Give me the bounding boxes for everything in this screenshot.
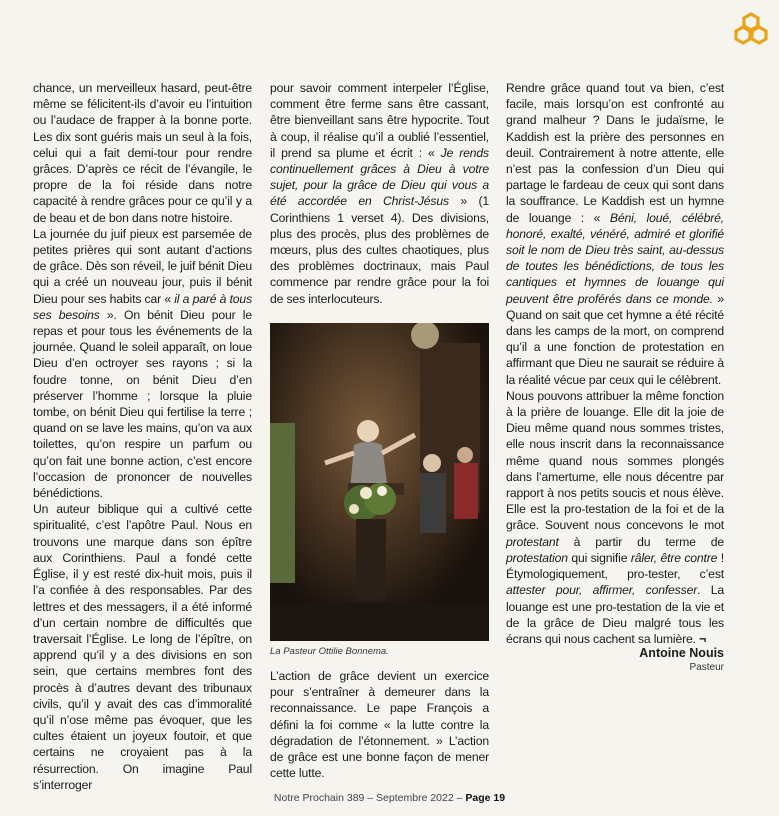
kaddish-quote: Béni, loué, célébré, honoré, exalté, vénéré, admiré et glorifié soit le nom de Dieu très saint, au-dessus de toutes les bénédictions, de tous les cantiques et hymnes de louange qui peuvent être proférés dans ce monde. <box>506 210 724 306</box>
bible-quote: Je rends continuellement grâces à Dieu à votre sujet, pour la grâce de Dieu qui vous a été accordée en Christ-Jésus <box>270 145 489 209</box>
end-mark-icon: ¬ <box>699 631 707 646</box>
page-footer <box>0 792 779 804</box>
paragraph: Rendre grâce quand tout va bien, c’est facile, mais lorsqu’on est confronté au grand malheur ? Dans le judaïsme, le Kaddish est la prière des personnes en deuil. Contrairement à notre attente, elle n’est pas la confession d’un Dieu qui partage le fardeau de ceux qui sont dans la souffrance. Le Kaddish est un hymne de louange : « Béni, loué, célébré, honoré, exalté, vénéré, admiré et glorifié soit le nom de Dieu très saint, au-dessus de toutes les bénédictions, de tous les cantiques et hymnes de louange qui peuvent être proférés dans ce monde. » Quand on sait que cet hymne a été récité dans les camps de la mort, on comprend qu’il a une fonction de protestation en affirmant que Dieu ne saurait se réduire à la réalité vécue par ceux qui le célèbrent. <box>506 81 724 387</box>
column-2 <box>270 80 489 307</box>
paragraph: La journée du juif pieux est parsemée de petites prières qui sont autant d’actions de grâce. Dès son réveil, le juif bénit Dieu qui a créé un nouveau jour, puis il bénit Dieu pour ses habits car « il a paré à tous ses besoins ». On bénit Dieu pour le repas et pour tous les événements de la journée. Quand le soleil apparaît, on loue Dieu d’en octroyer ses rayons ; si la foudre tonne, on bénit Dieu d’en préserver l’homme ; lorsque la pluie tombe, on bénit Dieu qui fertilise la terre ; quand on se lave les mains, qu’on va aux toilettes, qu’on respire un parfum ou qu’on fait une bonne action, c’est encore l’occasion de prononcer de nouvelles bénédictions. <box>33 226 253 501</box>
photo-pastor-preaching <box>270 323 489 641</box>
page-number: Page 19 <box>465 792 506 804</box>
paragraph: Nous pouvons attribuer la même fonction à la prière de louange. Elle dit la joie de Dieu même quand nous sommes tristes, elle nous inscrit dans la reconnaissance même quand nous sommes plongés dans l’amertume, elle nous décentre par rapport à nos petits soucis et nous élève. Elle est la pro-testation de la foi et de la grâce. Souvent nous concevons le mot protestant à partir du terme de protestation qui signifie râler, être contre ! Étymologiquement, pro-tester, c’est attester pour, affirmer, confesser. La louange est une pro-testation de la vie et de la grâce de Dieu malgré tous les écrans qui nous cachent sa lumière. ¬ <box>506 388 725 646</box>
column-3 <box>506 80 724 647</box>
paragraph: Un auteur biblique qui a cultivé cette spiritualité, c’est l’apôtre Paul. Nous en trouvons une marque dans son épître aux Corinthiens. Paul a fondé cette Église, il y est resté dix-huit mois, puis il l’a confiée à des responsables. Par des lettres et des messagers, il a été informé d’un certain nombre de difficultés que traversait l’Église. Le long de l’épître, on apprend qu’il y a des divisions en son sein, que certains membres font des procès à d’autres devant des tribunaux civils, qu’il y avait des cas d’immoralité qu’il n’ose même pas évoquer, que les cultes étaient un joyeux foutoir, et que certains ne croyaient pas à la résurrection. On imagine Paul s’interroger <box>33 502 252 792</box>
author-name: Antoine Nouis <box>639 646 724 660</box>
hexagon-logo-icon <box>734 12 768 46</box>
quote: il a paré à tous ses besoins <box>33 291 253 322</box>
paragraph: L’action de grâce devient un exercice pour s’entraîner à demeurer dans la reconnaissance. Le pape François a défini la foi comme « la lutte contre la dégradation de l’étonnement. » L’action de grâce est une bonne façon de mener cette lutte. <box>270 669 489 781</box>
photo-caption: La Pasteur Ottilie Bonnema. <box>270 646 389 657</box>
column-1 <box>33 80 252 793</box>
paragraph: chance, un merveilleux hasard, peut-être même se félicitent-ils d’avoir eu l’intuition ou l’audace de frapper à la bonne porte. Les dix sont guéris mais un seul à la fois, celui qui a fait demi-tour pour rendre grâces. D’après ce récit de l’évangile, le propre de la foi réside dans notre capacité à rendre grâces pour ce qu’il y a de beau et de bon dans notre histoire. <box>33 81 252 225</box>
footer-text: Notre Prochain 389 – Septembre 2022 – <box>273 792 466 804</box>
column-2-bottom <box>270 668 489 781</box>
author-role: Pasteur <box>689 662 724 673</box>
paragraph: pour savoir comment interpeler l’Église, comment être ferme sans être cassant, être bienveillant sans être hypocrite. Tout à coup, il réalise qu’il a oublié l’essentiel, il prend sa plume et écrit : « Je rends continuellement grâces à Dieu à votre sujet, pour la grâce de Dieu qui vous a été accordée en Christ-Jésus » (1 Corinthiens 1 verset 4). Des divisions, plus des procès, plus des problèmes de mœurs, plus des cultes chaotiques, plus des problèmes doctrinaux, mais Paul commence par rendre grâce pour la foi de ses interlocuteurs. <box>270 81 489 306</box>
